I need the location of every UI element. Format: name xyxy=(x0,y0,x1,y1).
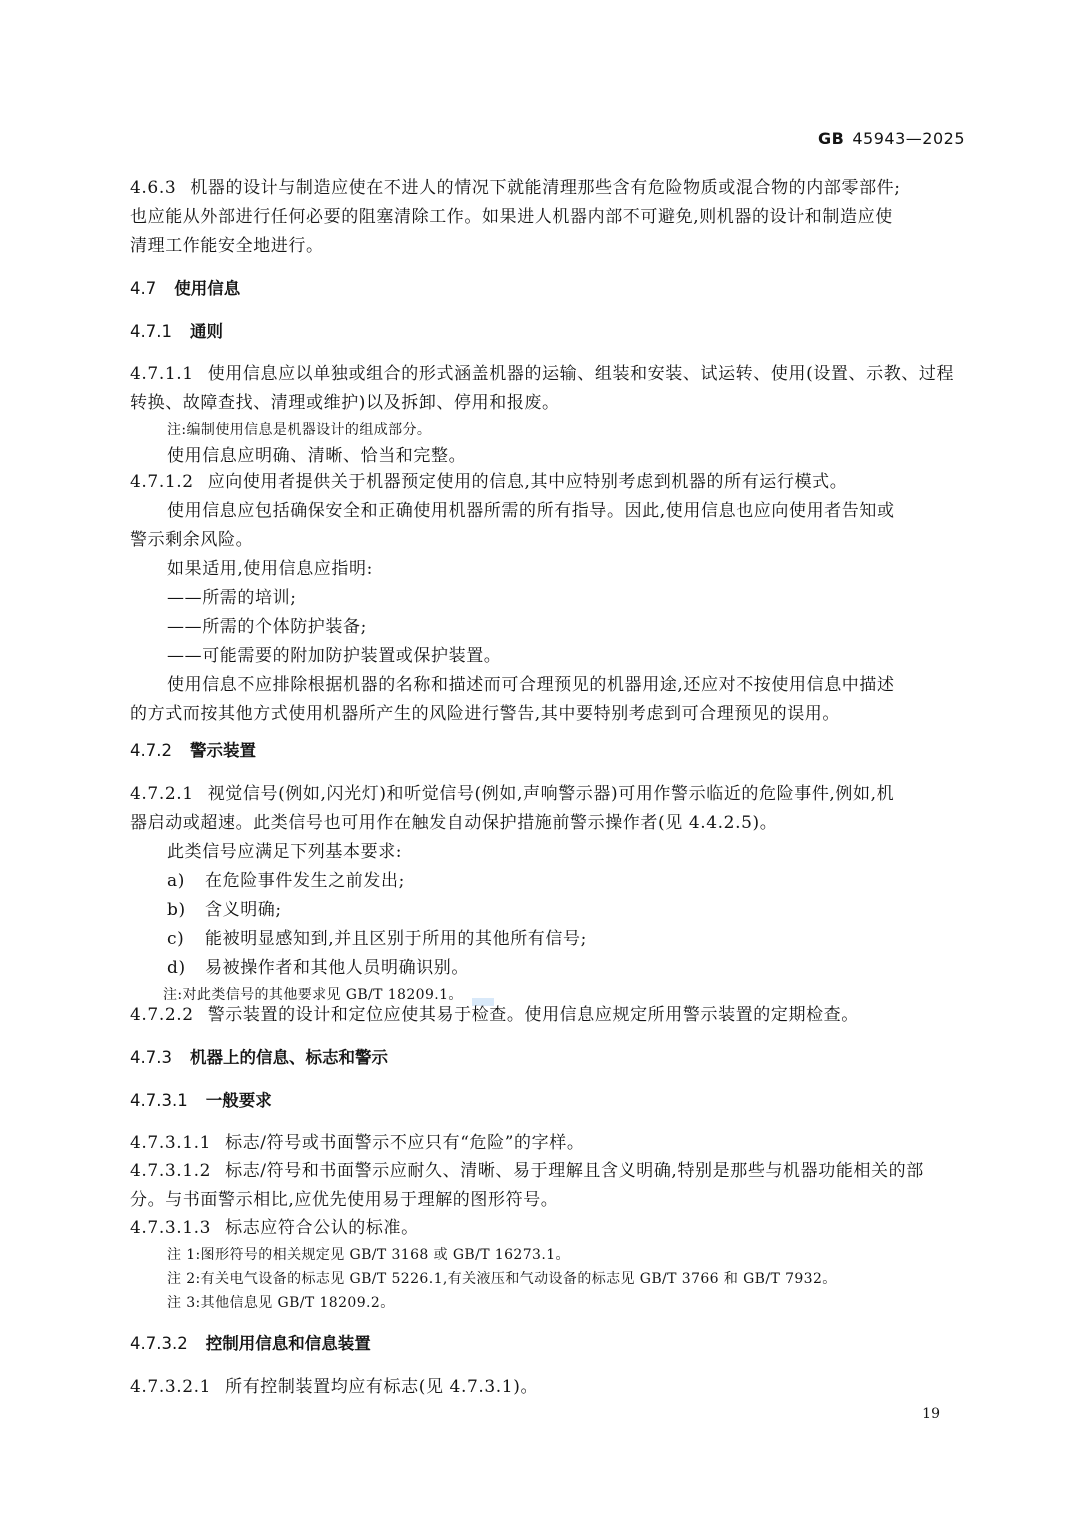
standard-number: 45943—2025 xyxy=(852,129,965,148)
standard-code xyxy=(818,129,965,148)
heading-title: 使用信息 xyxy=(174,279,241,298)
paragraph-text: 所有控制装置均应有标志(见 4.7.3.1)。 xyxy=(225,1377,539,1397)
list-text: 能被明显感知到,并且区别于所用的其他所有信号; xyxy=(205,929,587,949)
page-number: 19 xyxy=(922,1406,940,1422)
heading-title: 控制用信息和信息装置 xyxy=(205,1334,371,1353)
clause-4-7-3-1-3 xyxy=(130,1214,965,1315)
paragraph-text: 应向使用者提供关于机器预定使用的信息,其中应特别考虑到机器的所有运行模式。 xyxy=(207,472,848,492)
note: 注 3:其他信息见 GB/T 18209.2。 xyxy=(167,1295,395,1311)
clause-4-7-3-1-1 xyxy=(130,1129,965,1158)
standard-prefix: GB xyxy=(818,129,845,148)
clause-4-7-3-2-1 xyxy=(130,1373,965,1402)
list-item xyxy=(130,925,965,954)
paragraph-line xyxy=(130,1129,965,1158)
clause-number: 4.7.2.2 xyxy=(130,1005,194,1025)
list-item xyxy=(130,954,965,983)
heading-title: 通则 xyxy=(189,322,223,341)
paragraph-text: 标志/符号或书面警示不应只有“危险”的字样。 xyxy=(225,1133,585,1153)
heading-4-7-3-1 xyxy=(130,1087,965,1115)
clause-number: 4.7.3.1.2 xyxy=(130,1161,212,1181)
paragraph-text: 标志应符合公认的标准。 xyxy=(225,1218,419,1238)
paragraph-text: 机器的设计与制造应使在不进人的情况下就能清理那些含有危险物质或混合物的内部零部件; xyxy=(190,178,901,198)
heading-4-7-2 xyxy=(130,737,965,765)
note: 注 2:有关电气设备的标志见 GB/T 5226.1,有关液压和气动设备的标志见 GB/T 3766 和 GB/T 7932。 xyxy=(167,1271,837,1287)
heading-number: 4.7.1 xyxy=(130,322,172,341)
clause-4-7-1-2 xyxy=(130,468,965,729)
heading-number: 4.7.3.2 xyxy=(130,1334,188,1353)
note: 注:编制使用信息是机器设计的组成部分。 xyxy=(167,422,432,438)
heading-number: 4.7.3.1 xyxy=(130,1091,188,1110)
heading-4-7-3 xyxy=(130,1044,965,1072)
paragraph-line xyxy=(130,174,965,203)
list-item xyxy=(130,867,965,896)
list-item: ——所需的培训; xyxy=(167,588,297,608)
heading-number: 4.7.3 xyxy=(130,1048,172,1067)
list-item: ——可能需要的附加防护装置或保护装置。 xyxy=(167,646,502,666)
paragraph-text: 使用信息应以单独或组合的形式涵盖机器的运输、组装和安装、试运转、使用(设置、示教、过程 xyxy=(207,364,955,384)
paragraph-line xyxy=(130,468,965,497)
paragraph-line xyxy=(130,1214,965,1243)
paragraph-line: 此类信号应满足下列基本要求: xyxy=(167,842,403,862)
clause-4-7-3-1-2 xyxy=(130,1157,965,1215)
clause-number: 4.7.1.2 xyxy=(130,472,194,492)
clause-number: 4.7.3.1.3 xyxy=(130,1218,212,1238)
paragraph-line xyxy=(130,780,965,809)
list-marker: c) xyxy=(167,929,185,949)
paragraph-line: 警示剩余风险。 xyxy=(130,530,254,550)
list-item: ——所需的个体防护装备; xyxy=(167,617,367,637)
clause-4-7-1-1 xyxy=(130,360,965,471)
paragraph-line: 使用信息不应排除根据机器的名称和描述而可合理预见的机器用途,还应对不按使用信息中描述 xyxy=(167,675,895,695)
note: 注 1:图形符号的相关规定见 GB/T 3168 或 GB/T 16273.1。 xyxy=(167,1247,570,1263)
paragraph-line: 分。与书面警示相比,应优先使用易于理解的图形符号。 xyxy=(130,1190,559,1210)
paragraph-text: 视觉信号(例如,闪光灯)和听觉信号(例如,声响警示器)可用作警示临近的危险事件,例如,机 xyxy=(207,784,895,804)
heading-4-7 xyxy=(130,275,965,303)
paragraph-line xyxy=(130,1157,965,1186)
list-marker: d) xyxy=(167,958,186,978)
heading-number: 4.7.2 xyxy=(130,741,172,760)
clause-number: 4.7.3.2.1 xyxy=(130,1377,212,1397)
list-text: 在危险事件发生之前发出; xyxy=(205,871,405,891)
clause-number: 4.7.1.1 xyxy=(130,364,194,384)
note: 注:对此类信号的其他要求见 GB/T 18209.1。 xyxy=(163,987,463,1003)
paragraph-text: 警示装置的设计和定位应使其易于检查。使用信息应规定所用警示装置的定期检查。 xyxy=(207,1005,859,1025)
clause-4-7-2-1 xyxy=(130,780,965,1007)
heading-number: 4.7 xyxy=(130,279,157,298)
heading-4-7-1 xyxy=(130,318,965,346)
paragraph-line: 的方式而按其他方式使用机器所产生的风险进行警告,其中要特别考虑到可合理预见的误用。 xyxy=(130,704,841,724)
clause-4-6-3 xyxy=(130,174,965,261)
paragraph-line: 转换、故障查找、清理或维护)以及拆卸、停用和报废。 xyxy=(130,393,560,413)
list-text: 易被操作者和其他人员明确识别。 xyxy=(205,958,469,978)
clause-number: 4.6.3 xyxy=(130,178,177,198)
paragraph-line: 清理工作能安全地进行。 xyxy=(130,236,324,256)
heading-title: 一般要求 xyxy=(205,1091,272,1110)
paragraph-line xyxy=(130,1001,965,1030)
paragraph-line: 使用信息应包括确保安全和正确使用机器所需的所有指导。因此,使用信息也应向使用者告知或 xyxy=(167,501,895,521)
paragraph-line xyxy=(130,1373,965,1402)
paragraph-line: 如果适用,使用信息应指明: xyxy=(167,559,373,579)
clause-4-7-2-2 xyxy=(130,1001,965,1030)
paragraph-line: 器启动或超速。此类信号也可用作在触发自动保护措施前警示操作者(见 4.4.2.5)。 xyxy=(130,813,778,833)
paragraph-line: 使用信息应明确、清晰、恰当和完整。 xyxy=(167,446,467,466)
heading-4-7-3-2 xyxy=(130,1330,965,1358)
paragraph-text: 标志/符号和书面警示应耐久、清晰、易于理解且含义明确,特别是那些与机器功能相关的部 xyxy=(225,1161,924,1181)
paragraph-line: 也应能从外部进行任何必要的阻塞清除工作。如果进人机器内部不可避免,则机器的设计和制造应使 xyxy=(130,207,893,227)
paragraph-line xyxy=(130,360,965,389)
list-marker: b) xyxy=(167,900,186,920)
list-marker: a) xyxy=(167,871,185,891)
list-item xyxy=(130,896,965,925)
heading-title: 警示装置 xyxy=(189,741,256,760)
heading-title: 机器上的信息、标志和警示 xyxy=(189,1048,388,1067)
clause-number: 4.7.2.1 xyxy=(130,784,194,804)
list-text: 含义明确; xyxy=(205,900,282,920)
clause-number: 4.7.3.1.1 xyxy=(130,1133,212,1153)
